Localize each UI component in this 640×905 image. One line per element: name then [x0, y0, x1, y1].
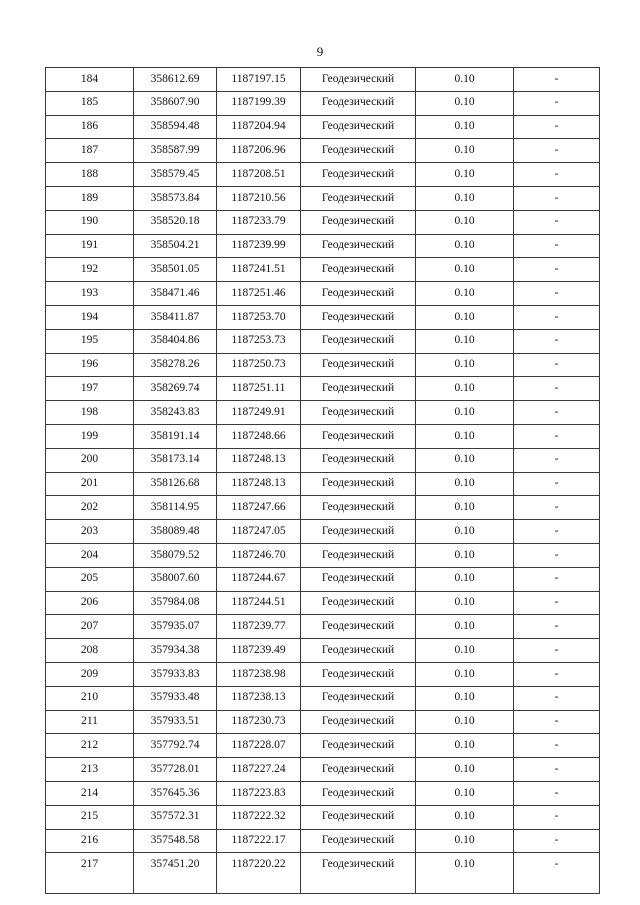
- description-cell: -: [514, 234, 600, 258]
- coordinate-x-cell: 357728.01: [134, 758, 217, 782]
- accuracy-cell: 0.10: [416, 68, 514, 92]
- point-number-cell: 193: [46, 282, 134, 306]
- description-cell: -: [514, 543, 600, 567]
- description-cell: -: [514, 662, 600, 686]
- accuracy-cell: 0.10: [416, 758, 514, 782]
- coordinate-y-cell: 1187244.67: [217, 567, 301, 591]
- table-row: [46, 615, 600, 639]
- method-cell: Геодезический: [301, 424, 416, 448]
- description-cell: -: [514, 329, 600, 353]
- coordinate-y-cell: 1187239.49: [217, 639, 301, 663]
- coordinate-y-cell: 1187239.77: [217, 615, 301, 639]
- description-cell: -: [514, 424, 600, 448]
- point-number-cell: 186: [46, 115, 134, 139]
- coordinate-x-cell: 358126.68: [134, 472, 217, 496]
- method-cell: Геодезический: [301, 139, 416, 163]
- description-cell: -: [514, 472, 600, 496]
- point-number-cell: 190: [46, 210, 134, 234]
- method-cell: Геодезический: [301, 805, 416, 829]
- coordinate-y-cell: 1187251.11: [217, 377, 301, 401]
- coordinate-y-cell: 1187199.39: [217, 91, 301, 115]
- point-number-cell: 188: [46, 163, 134, 187]
- table-row: [46, 448, 600, 472]
- coordinate-x-cell: 358269.74: [134, 377, 217, 401]
- coordinate-x-cell: 358278.26: [134, 353, 217, 377]
- point-number-cell: 208: [46, 639, 134, 663]
- accuracy-cell: 0.10: [416, 615, 514, 639]
- coordinate-y-cell: 1187230.73: [217, 710, 301, 734]
- method-cell: Геодезический: [301, 496, 416, 520]
- coordinate-y-cell: 1187251.46: [217, 282, 301, 306]
- coordinate-x-cell: 358594.48: [134, 115, 217, 139]
- coordinate-x-cell: 358243.83: [134, 401, 217, 425]
- method-cell: Геодезический: [301, 615, 416, 639]
- method-cell: Геодезический: [301, 305, 416, 329]
- coordinate-y-cell: 1187246.70: [217, 543, 301, 567]
- coordinate-x-cell: 357935.07: [134, 615, 217, 639]
- table-row: [46, 329, 600, 353]
- method-cell: Геодезический: [301, 591, 416, 615]
- coordinate-x-cell: 358089.48: [134, 520, 217, 544]
- accuracy-cell: 0.10: [416, 734, 514, 758]
- coordinate-x-cell: 358504.21: [134, 234, 217, 258]
- table-row: [46, 829, 600, 853]
- method-cell: Геодезический: [301, 353, 416, 377]
- table-row: [46, 353, 600, 377]
- table-row: [46, 401, 600, 425]
- description-cell: -: [514, 567, 600, 591]
- description-cell: -: [514, 91, 600, 115]
- table-row: [46, 377, 600, 401]
- description-cell: -: [514, 853, 600, 894]
- description-cell: -: [514, 353, 600, 377]
- accuracy-cell: 0.10: [416, 234, 514, 258]
- accuracy-cell: 0.10: [416, 91, 514, 115]
- coordinate-x-cell: 358079.52: [134, 543, 217, 567]
- coordinate-y-cell: 1187250.73: [217, 353, 301, 377]
- coordinate-y-cell: 1187228.07: [217, 734, 301, 758]
- accuracy-cell: 0.10: [416, 543, 514, 567]
- point-number-cell: 201: [46, 472, 134, 496]
- point-number-cell: 184: [46, 68, 134, 92]
- accuracy-cell: 0.10: [416, 853, 514, 894]
- accuracy-cell: 0.10: [416, 829, 514, 853]
- method-cell: Геодезический: [301, 829, 416, 853]
- coordinate-x-cell: 358579.45: [134, 163, 217, 187]
- accuracy-cell: 0.10: [416, 115, 514, 139]
- coordinate-x-cell: 358404.86: [134, 329, 217, 353]
- coordinate-x-cell: 358612.69: [134, 68, 217, 92]
- accuracy-cell: 0.10: [416, 139, 514, 163]
- accuracy-cell: 0.10: [416, 210, 514, 234]
- coordinate-x-cell: 357933.51: [134, 710, 217, 734]
- coordinate-y-cell: 1187238.13: [217, 686, 301, 710]
- description-cell: -: [514, 781, 600, 805]
- accuracy-cell: 0.10: [416, 163, 514, 187]
- description-cell: -: [514, 805, 600, 829]
- description-cell: -: [514, 615, 600, 639]
- table-row: [46, 520, 600, 544]
- accuracy-cell: 0.10: [416, 329, 514, 353]
- coordinate-y-cell: 1187244.51: [217, 591, 301, 615]
- coordinate-y-cell: 1187238.98: [217, 662, 301, 686]
- table-row: [46, 639, 600, 663]
- method-cell: Геодезический: [301, 329, 416, 353]
- description-cell: -: [514, 710, 600, 734]
- accuracy-cell: 0.10: [416, 662, 514, 686]
- point-number-cell: 200: [46, 448, 134, 472]
- description-cell: -: [514, 448, 600, 472]
- method-cell: Геодезический: [301, 710, 416, 734]
- description-cell: -: [514, 401, 600, 425]
- point-number-cell: 203: [46, 520, 134, 544]
- coordinate-x-cell: 358114.95: [134, 496, 217, 520]
- coordinate-x-cell: 357645.36: [134, 781, 217, 805]
- coordinate-y-cell: 1187248.13: [217, 448, 301, 472]
- coordinate-y-cell: 1187247.66: [217, 496, 301, 520]
- coordinate-x-cell: 358173.14: [134, 448, 217, 472]
- table-row: [46, 186, 600, 210]
- table-row: [46, 424, 600, 448]
- method-cell: Геодезический: [301, 543, 416, 567]
- method-cell: Геодезический: [301, 781, 416, 805]
- table-row: [46, 282, 600, 306]
- coordinate-y-cell: 1187248.66: [217, 424, 301, 448]
- accuracy-cell: 0.10: [416, 710, 514, 734]
- accuracy-cell: 0.10: [416, 401, 514, 425]
- point-number-cell: 214: [46, 781, 134, 805]
- coordinate-x-cell: 358007.60: [134, 567, 217, 591]
- coordinate-y-cell: 1187233.79: [217, 210, 301, 234]
- coordinate-x-cell: 358520.18: [134, 210, 217, 234]
- point-number-cell: 202: [46, 496, 134, 520]
- point-number-cell: 205: [46, 567, 134, 591]
- coordinates-table: [45, 67, 600, 894]
- coordinate-x-cell: 358587.99: [134, 139, 217, 163]
- point-number-cell: 185: [46, 91, 134, 115]
- table-row: [46, 139, 600, 163]
- accuracy-cell: 0.10: [416, 258, 514, 282]
- table-row: [46, 472, 600, 496]
- accuracy-cell: 0.10: [416, 424, 514, 448]
- coordinate-y-cell: 1187222.32: [217, 805, 301, 829]
- table-row: [46, 115, 600, 139]
- point-number-cell: 187: [46, 139, 134, 163]
- method-cell: Геодезический: [301, 377, 416, 401]
- table-row: [46, 758, 600, 782]
- description-cell: -: [514, 305, 600, 329]
- description-cell: -: [514, 591, 600, 615]
- coordinate-y-cell: 1187227.24: [217, 758, 301, 782]
- coordinate-x-cell: 357934.38: [134, 639, 217, 663]
- table-row: [46, 234, 600, 258]
- description-cell: -: [514, 639, 600, 663]
- method-cell: Геодезический: [301, 448, 416, 472]
- accuracy-cell: 0.10: [416, 377, 514, 401]
- coordinate-y-cell: 1187248.13: [217, 472, 301, 496]
- method-cell: Геодезический: [301, 734, 416, 758]
- point-number-cell: 192: [46, 258, 134, 282]
- description-cell: -: [514, 686, 600, 710]
- coordinate-y-cell: 1187223.83: [217, 781, 301, 805]
- coordinate-y-cell: 1187249.91: [217, 401, 301, 425]
- method-cell: Геодезический: [301, 115, 416, 139]
- coordinate-x-cell: 358411.87: [134, 305, 217, 329]
- method-cell: Геодезический: [301, 234, 416, 258]
- coordinate-y-cell: 1187253.70: [217, 305, 301, 329]
- table-row: [46, 163, 600, 187]
- coordinates-table-body: [46, 68, 600, 894]
- method-cell: Геодезический: [301, 210, 416, 234]
- point-number-cell: 217: [46, 853, 134, 894]
- accuracy-cell: 0.10: [416, 186, 514, 210]
- accuracy-cell: 0.10: [416, 686, 514, 710]
- coordinate-x-cell: 357572.31: [134, 805, 217, 829]
- description-cell: -: [514, 758, 600, 782]
- table-row: [46, 305, 600, 329]
- accuracy-cell: 0.10: [416, 781, 514, 805]
- point-number-cell: 196: [46, 353, 134, 377]
- method-cell: Геодезический: [301, 401, 416, 425]
- point-number-cell: 211: [46, 710, 134, 734]
- accuracy-cell: 0.10: [416, 805, 514, 829]
- point-number-cell: 216: [46, 829, 134, 853]
- coordinate-y-cell: 1187239.99: [217, 234, 301, 258]
- method-cell: Геодезический: [301, 686, 416, 710]
- point-number-cell: 215: [46, 805, 134, 829]
- point-number-cell: 210: [46, 686, 134, 710]
- table-row: [46, 68, 600, 92]
- description-cell: -: [514, 163, 600, 187]
- table-row: [46, 710, 600, 734]
- method-cell: Геодезический: [301, 282, 416, 306]
- coordinate-x-cell: 357984.08: [134, 591, 217, 615]
- coordinate-x-cell: 358607.90: [134, 91, 217, 115]
- coordinate-x-cell: 357451.20: [134, 853, 217, 894]
- method-cell: Геодезический: [301, 853, 416, 894]
- accuracy-cell: 0.10: [416, 282, 514, 306]
- coordinate-y-cell: 1187210.56: [217, 186, 301, 210]
- accuracy-cell: 0.10: [416, 567, 514, 591]
- accuracy-cell: 0.10: [416, 305, 514, 329]
- point-number-cell: 199: [46, 424, 134, 448]
- accuracy-cell: 0.10: [416, 472, 514, 496]
- coordinate-x-cell: 358573.84: [134, 186, 217, 210]
- description-cell: -: [514, 520, 600, 544]
- accuracy-cell: 0.10: [416, 448, 514, 472]
- method-cell: Геодезический: [301, 567, 416, 591]
- description-cell: -: [514, 377, 600, 401]
- point-number-cell: 204: [46, 543, 134, 567]
- coordinate-x-cell: 357548.58: [134, 829, 217, 853]
- coordinate-x-cell: 358501.05: [134, 258, 217, 282]
- method-cell: Геодезический: [301, 758, 416, 782]
- table-row: [46, 781, 600, 805]
- table-row: [46, 734, 600, 758]
- method-cell: Геодезический: [301, 639, 416, 663]
- accuracy-cell: 0.10: [416, 353, 514, 377]
- coordinate-y-cell: 1187222.17: [217, 829, 301, 853]
- table-row: [46, 91, 600, 115]
- table-row: [46, 210, 600, 234]
- description-cell: -: [514, 115, 600, 139]
- point-number-cell: 198: [46, 401, 134, 425]
- point-number-cell: 189: [46, 186, 134, 210]
- coordinate-y-cell: 1187241.51: [217, 258, 301, 282]
- coordinate-y-cell: 1187204.94: [217, 115, 301, 139]
- table-row: [46, 805, 600, 829]
- point-number-cell: 209: [46, 662, 134, 686]
- description-cell: -: [514, 258, 600, 282]
- method-cell: Геодезический: [301, 472, 416, 496]
- coordinate-y-cell: 1187197.15: [217, 68, 301, 92]
- description-cell: -: [514, 210, 600, 234]
- point-number-cell: 197: [46, 377, 134, 401]
- point-number-cell: 194: [46, 305, 134, 329]
- table-row: [46, 567, 600, 591]
- coordinate-y-cell: 1187253.73: [217, 329, 301, 353]
- method-cell: Геодезический: [301, 520, 416, 544]
- coordinate-x-cell: 358191.14: [134, 424, 217, 448]
- method-cell: Геодезический: [301, 163, 416, 187]
- method-cell: Геодезический: [301, 91, 416, 115]
- description-cell: -: [514, 496, 600, 520]
- point-number-cell: 195: [46, 329, 134, 353]
- point-number-cell: 212: [46, 734, 134, 758]
- table-row: [46, 591, 600, 615]
- description-cell: -: [514, 68, 600, 92]
- accuracy-cell: 0.10: [416, 496, 514, 520]
- method-cell: Геодезический: [301, 186, 416, 210]
- table-row: [46, 853, 600, 894]
- description-cell: -: [514, 139, 600, 163]
- coordinate-x-cell: 358471.46: [134, 282, 217, 306]
- accuracy-cell: 0.10: [416, 639, 514, 663]
- description-cell: -: [514, 282, 600, 306]
- coordinate-y-cell: 1187208.51: [217, 163, 301, 187]
- description-cell: -: [514, 829, 600, 853]
- coordinate-x-cell: 357933.83: [134, 662, 217, 686]
- description-cell: -: [514, 186, 600, 210]
- point-number-cell: 207: [46, 615, 134, 639]
- coordinate-x-cell: 357792.74: [134, 734, 217, 758]
- table-row: [46, 258, 600, 282]
- accuracy-cell: 0.10: [416, 520, 514, 544]
- table-row: [46, 543, 600, 567]
- coordinate-y-cell: 1187220.22: [217, 853, 301, 894]
- accuracy-cell: 0.10: [416, 591, 514, 615]
- table-row: [46, 662, 600, 686]
- description-cell: -: [514, 734, 600, 758]
- method-cell: Геодезический: [301, 662, 416, 686]
- table-row: [46, 496, 600, 520]
- point-number-cell: 213: [46, 758, 134, 782]
- page-number: 9: [316, 44, 324, 59]
- coordinate-y-cell: 1187206.96: [217, 139, 301, 163]
- point-number-cell: 206: [46, 591, 134, 615]
- method-cell: Геодезический: [301, 68, 416, 92]
- coordinate-y-cell: 1187247.05: [217, 520, 301, 544]
- coordinates-table-wrapper: [45, 67, 599, 894]
- method-cell: Геодезический: [301, 258, 416, 282]
- coordinate-x-cell: 357933.48: [134, 686, 217, 710]
- point-number-cell: 191: [46, 234, 134, 258]
- table-row: [46, 686, 600, 710]
